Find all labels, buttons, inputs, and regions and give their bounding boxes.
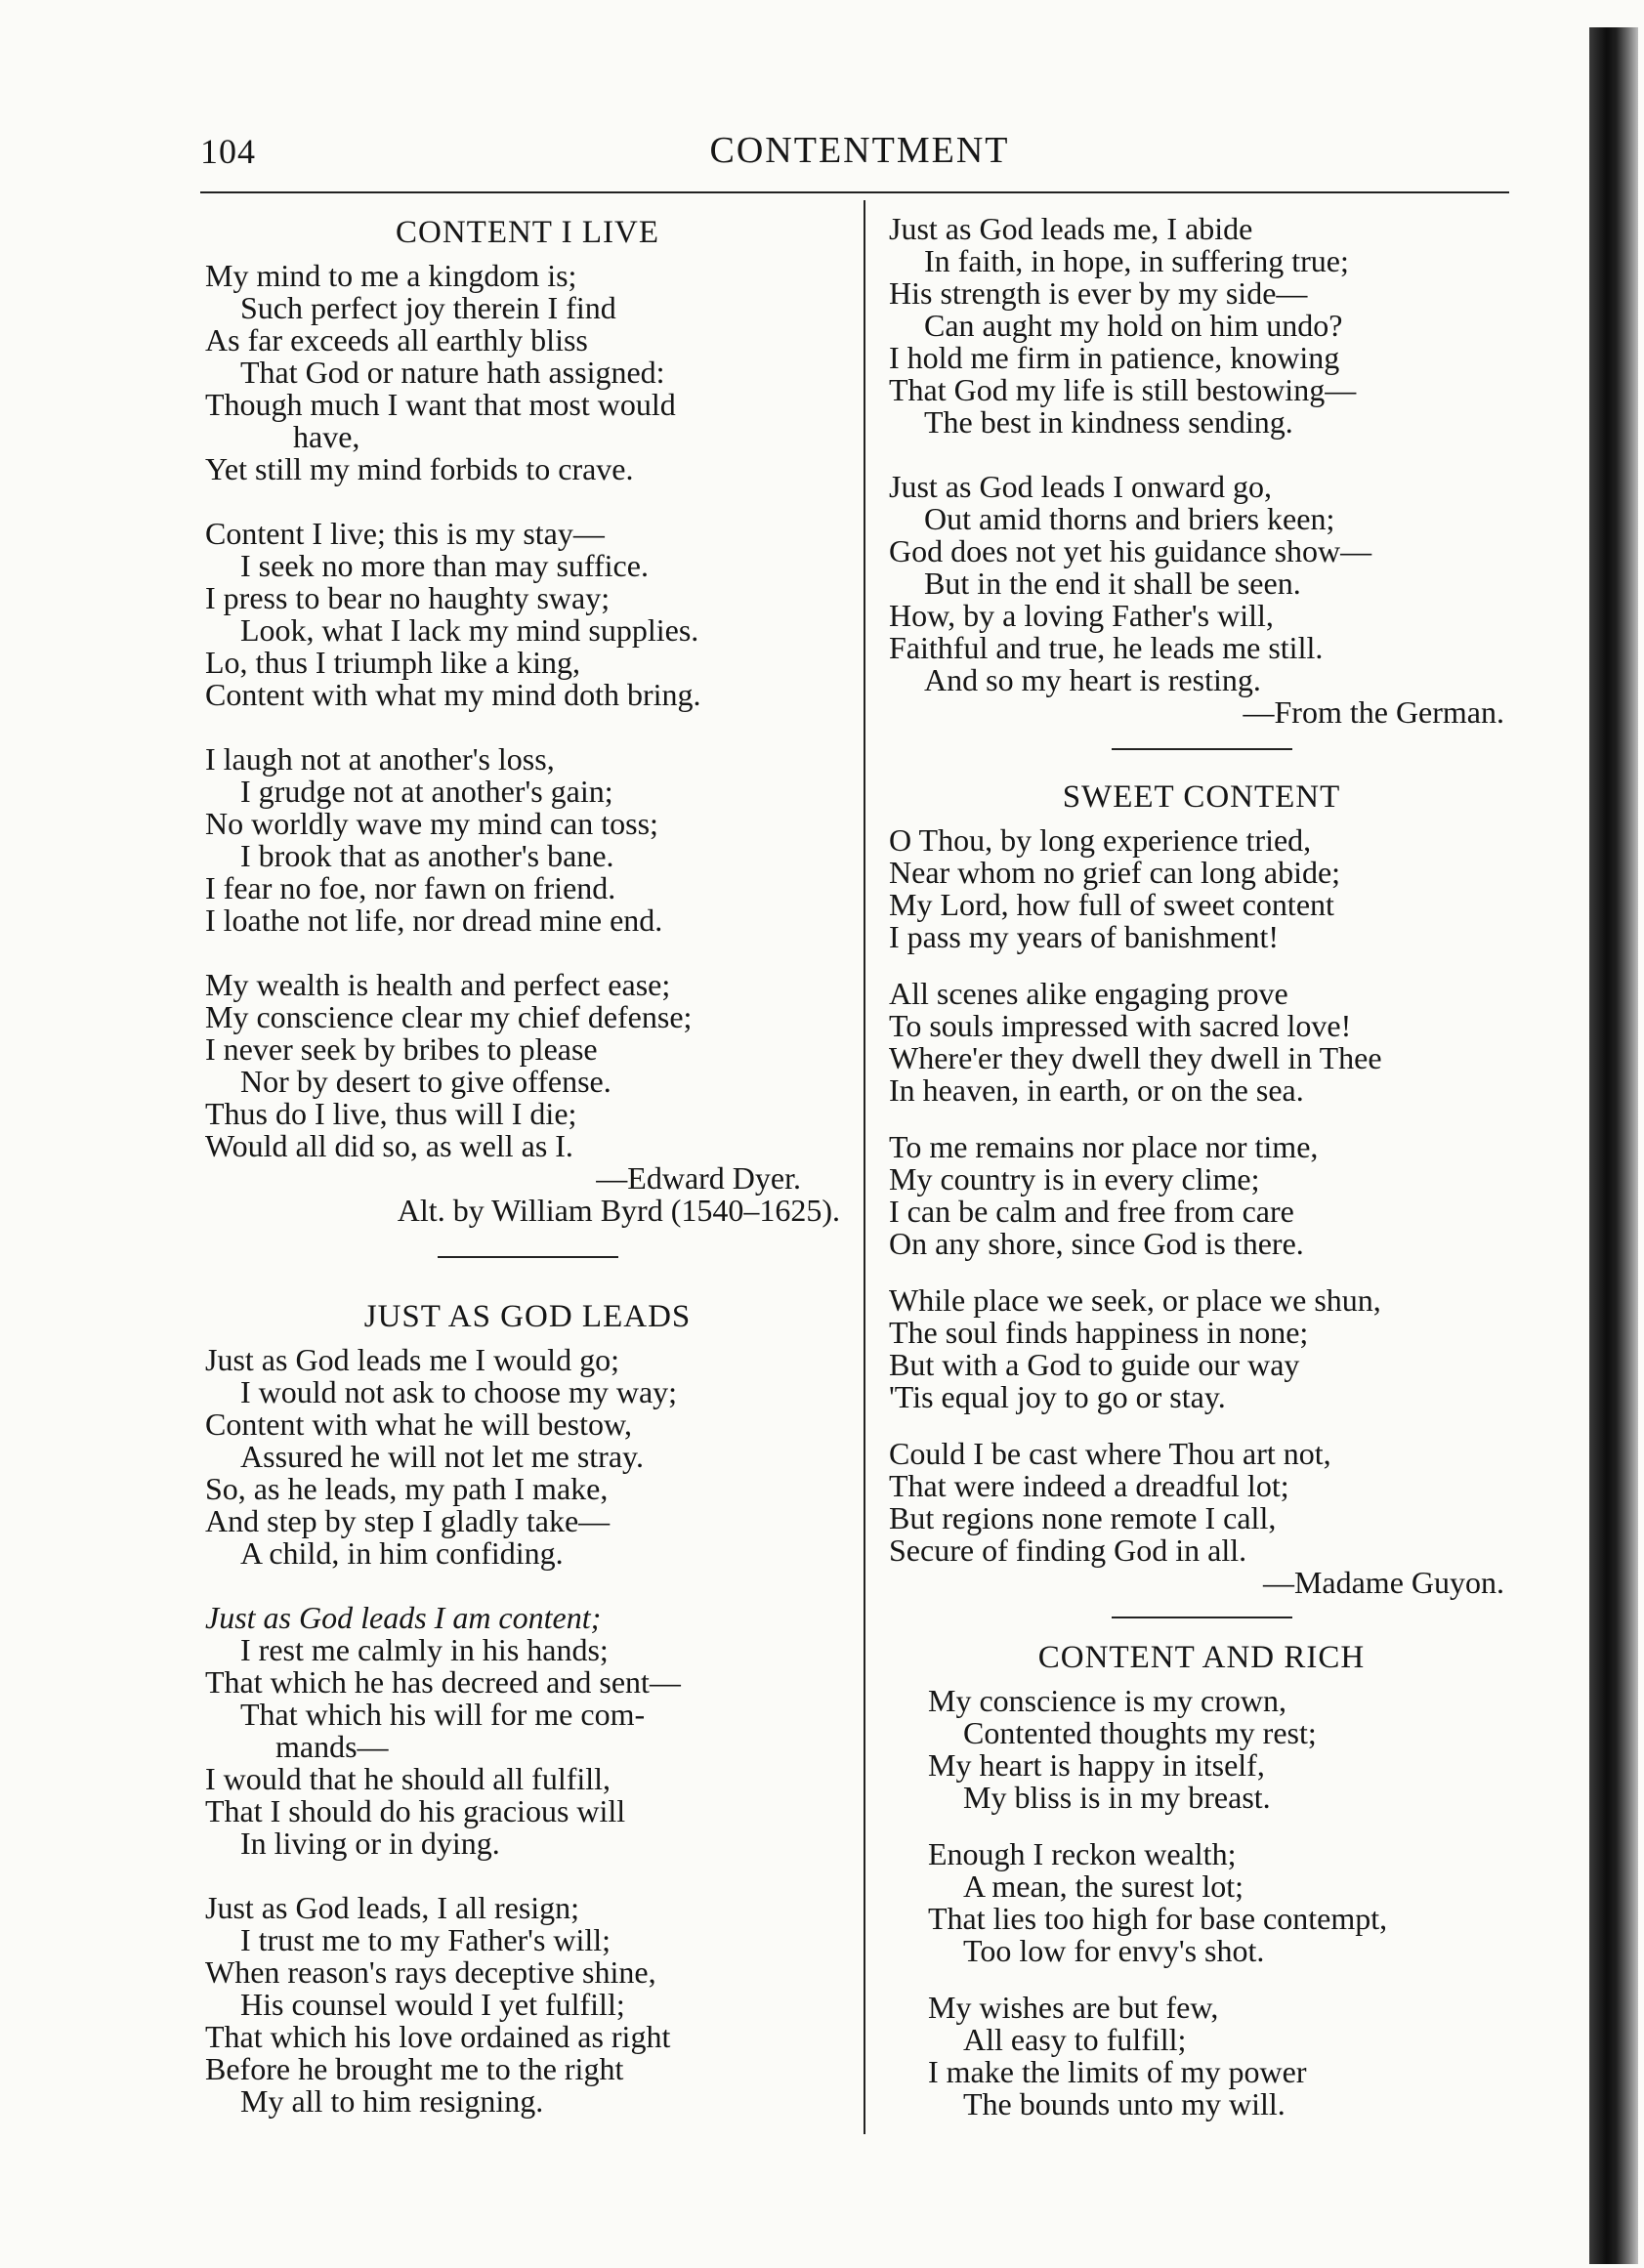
- section-divider: [438, 1256, 618, 1258]
- verse-line: Thus do I live, thus will I die;: [205, 1096, 577, 1131]
- verse-line: As far exceeds all earthly bliss: [205, 322, 588, 357]
- stanza: [928, 1685, 1514, 1814]
- right-column: [889, 213, 1514, 2121]
- verse-line: That were indeed a dreadful lot;: [889, 1468, 1289, 1503]
- column-divider: [864, 200, 865, 2134]
- verse-line: God does not yet his guidance show—: [889, 533, 1372, 568]
- verse-line: I seek no more than may suffice.: [240, 548, 649, 583]
- verse-line: When reason's rays deceptive shine,: [205, 1954, 656, 1990]
- verse-line: mands—: [275, 1729, 389, 1764]
- verse-line: Could I be cast where Thou art not,: [889, 1436, 1331, 1471]
- verse-line: That God my life is still bestowing—: [889, 372, 1357, 407]
- verse-line: I press to bear no haughty sway;: [205, 580, 611, 615]
- verse-line: Secure of finding God in all.: [889, 1533, 1247, 1568]
- verse-line: I pass my years of banishment!: [889, 919, 1280, 954]
- verse-line: That which he has decreed and sent—: [205, 1664, 681, 1700]
- verse-line: My bliss is in my breast.: [963, 1780, 1271, 1815]
- stanza: [205, 518, 850, 711]
- verse-line: I rest me calmly in his hands;: [240, 1632, 609, 1667]
- stanza: [889, 1131, 1514, 1260]
- verse-line: On any shore, since God is there.: [889, 1226, 1304, 1261]
- verse-line: Would all did so, as well as I.: [205, 1128, 573, 1163]
- verse-line: But in the end it shall be seen.: [924, 566, 1301, 601]
- verse-line: My heart is happy in itself,: [928, 1747, 1265, 1783]
- verse-line: While place we seek, or place we shun,: [889, 1282, 1381, 1318]
- verse-line: His counsel would I yet fulfill;: [240, 1987, 625, 2022]
- poem-title: CONTENT AND RICH: [1037, 1640, 1366, 1675]
- verse-line: I would not ask to choose my way;: [240, 1374, 678, 1409]
- attribution: —Edward Dyer.: [596, 1160, 801, 1196]
- verse-line: I make the limits of my power: [928, 2054, 1307, 2089]
- stanza: [205, 1602, 850, 1860]
- verse-line: I fear no foe, nor fawn on friend.: [205, 870, 616, 905]
- stanza: [205, 1892, 850, 2118]
- verse-line: Assured he will not let me stray.: [240, 1439, 644, 1474]
- verse-line: Just as God leads I am content;: [205, 1600, 602, 1635]
- poem-body: [889, 1685, 1514, 2121]
- verse-line: My conscience clear my chief defense;: [205, 999, 693, 1034]
- verse-line: His strength is ever by my side—: [889, 275, 1308, 311]
- section-divider: [1112, 1617, 1292, 1618]
- verse-line: No worldly wave my mind can toss;: [205, 806, 658, 841]
- stanza: [205, 1344, 850, 1570]
- verse-line: My wishes are but few,: [928, 1990, 1219, 2025]
- stanza: [205, 969, 850, 1162]
- verse-line: Nor by desert to give offense.: [240, 1064, 611, 1099]
- stanza: [205, 743, 850, 937]
- section-divider: [1112, 748, 1292, 750]
- verse-line: That God or nature hath assigned:: [240, 355, 665, 390]
- verse-line: All easy to fulfill;: [963, 2022, 1187, 2057]
- verse-line: Content with what my mind doth bring.: [205, 677, 701, 712]
- verse-line: The best in kindness sending.: [924, 404, 1293, 440]
- verse-line: So, as he leads, my path I make,: [205, 1471, 609, 1506]
- verse-line: My Lord, how full of sweet content: [889, 887, 1334, 922]
- verse-line: Near whom no grief can long abide;: [889, 855, 1341, 890]
- verse-line: A child, in him confiding.: [240, 1535, 564, 1571]
- verse-line: I laugh not at another's loss,: [205, 741, 555, 777]
- poem-title: JUST AS GOD LEADS: [363, 1299, 692, 1334]
- verse-line: Lo, thus I triumph like a king,: [205, 645, 580, 680]
- stanza: [928, 1838, 1514, 1967]
- left-column: [205, 213, 850, 2118]
- page-number: 104: [200, 132, 256, 171]
- verse-line: have,: [293, 419, 360, 454]
- verse-line: Where'er they dwell they dwell in Thee: [889, 1040, 1382, 1075]
- verse-line: Before he brought me to the right: [205, 2051, 624, 2086]
- verse-line: I grudge not at another's gain;: [240, 774, 613, 809]
- verse-line: How, by a loving Father's will,: [889, 598, 1274, 633]
- stanza: [889, 1438, 1514, 1567]
- attribution: Alt. by William Byrd (1540–1625).: [397, 1193, 840, 1228]
- verse-line: Content I live; this is my stay—: [205, 516, 605, 551]
- verse-line: Just as God leads me, I abide: [889, 211, 1253, 246]
- verse-line: I brook that as another's bane.: [240, 838, 614, 873]
- running-title: CONTENTMENT: [709, 130, 1010, 171]
- verse-line: A mean, the surest lot;: [963, 1869, 1244, 1904]
- verse-line: And step by step I gladly take—: [205, 1503, 611, 1538]
- stanza: [889, 824, 1514, 953]
- verse-line: In faith, in hope, in suffering true;: [924, 243, 1349, 278]
- poem-title: CONTENT I LIVE: [395, 215, 659, 250]
- verse-line: Content with what he will bestow,: [205, 1407, 632, 1442]
- verse-line: In living or in dying.: [240, 1826, 500, 1861]
- verse-line: But with a God to guide our way: [889, 1347, 1300, 1382]
- verse-line: Just as God leads I onward go,: [889, 469, 1272, 504]
- verse-line: To souls impressed with sacred love!: [889, 1008, 1352, 1043]
- stanza: [928, 1992, 1514, 2121]
- verse-line: O Thou, by long experience tried,: [889, 822, 1312, 858]
- verse-line: I loathe not life, nor dread mine end.: [205, 903, 663, 938]
- verse-line: All scenes alike engaging prove: [889, 976, 1288, 1011]
- verse-line: And so my heart is resting.: [924, 662, 1261, 697]
- stanza: [205, 260, 850, 485]
- verse-line: I hold me firm in patience, knowing: [889, 340, 1340, 375]
- attribution: —From the German.: [1243, 694, 1504, 730]
- verse-line: Just as God leads, I all resign;: [205, 1890, 580, 1925]
- page-header: [200, 125, 1519, 184]
- stanza: [889, 1284, 1514, 1413]
- verse-line: To me remains nor place nor time,: [889, 1129, 1319, 1164]
- verse-line: I would that he should all fulfill,: [205, 1761, 611, 1796]
- verse-line: But regions none remote I call,: [889, 1500, 1277, 1535]
- verse-line: Such perfect joy therein I find: [240, 290, 616, 325]
- verse-line: Yet still my mind forbids to crave.: [205, 451, 634, 486]
- poem-title: SWEET CONTENT: [1062, 779, 1341, 815]
- verse-line: The bounds unto my will.: [963, 2086, 1286, 2121]
- verse-line: My wealth is health and perfect ease;: [205, 967, 671, 1002]
- verse-line: That which his will for me com-: [240, 1697, 646, 1732]
- stanza: [889, 213, 1514, 439]
- verse-line: I never seek by bribes to please: [205, 1031, 598, 1067]
- verse-line: Out amid thorns and briers keen;: [924, 501, 1335, 536]
- verse-line: Enough I reckon wealth;: [928, 1836, 1237, 1871]
- verse-line: Contented thoughts my rest;: [963, 1715, 1317, 1750]
- verse-line: That which his love ordained as right: [205, 2019, 671, 2054]
- stanza: [889, 471, 1514, 696]
- verse-line: That I should do his gracious will: [205, 1793, 626, 1828]
- verse-line: Too low for envy's shot.: [963, 1933, 1265, 1968]
- verse-line: I trust me to my Father's will;: [240, 1922, 611, 1957]
- verse-line: The soul finds happiness in none;: [889, 1315, 1309, 1350]
- verse-line: Faithful and true, he leads me still.: [889, 630, 1324, 665]
- page-edge-shadow: [1589, 27, 1638, 2264]
- verse-line: My country is in every clime;: [889, 1161, 1260, 1197]
- verse-line: My mind to me a kingdom is;: [205, 258, 577, 293]
- verse-line: That lies too high for base contempt,: [928, 1901, 1388, 1936]
- verse-line: Just as God leads me I would go;: [205, 1342, 619, 1377]
- verse-line: Though much I want that most would: [205, 387, 676, 422]
- verse-line: My all to him resigning.: [240, 2083, 544, 2119]
- verse-line: My conscience is my crown,: [928, 1683, 1287, 1718]
- verse-line: I can be calm and free from care: [889, 1194, 1294, 1229]
- attribution: —Madame Guyon.: [1262, 1565, 1504, 1600]
- verse-line: Can aught my hold on him undo?: [924, 308, 1343, 343]
- verse-line: Look, what I lack my mind supplies.: [240, 612, 699, 648]
- verse-line: 'Tis equal joy to go or stay.: [889, 1379, 1226, 1414]
- verse-line: In heaven, in earth, or on the sea.: [889, 1072, 1304, 1108]
- stanza: [889, 978, 1514, 1107]
- header-rule: [200, 191, 1509, 193]
